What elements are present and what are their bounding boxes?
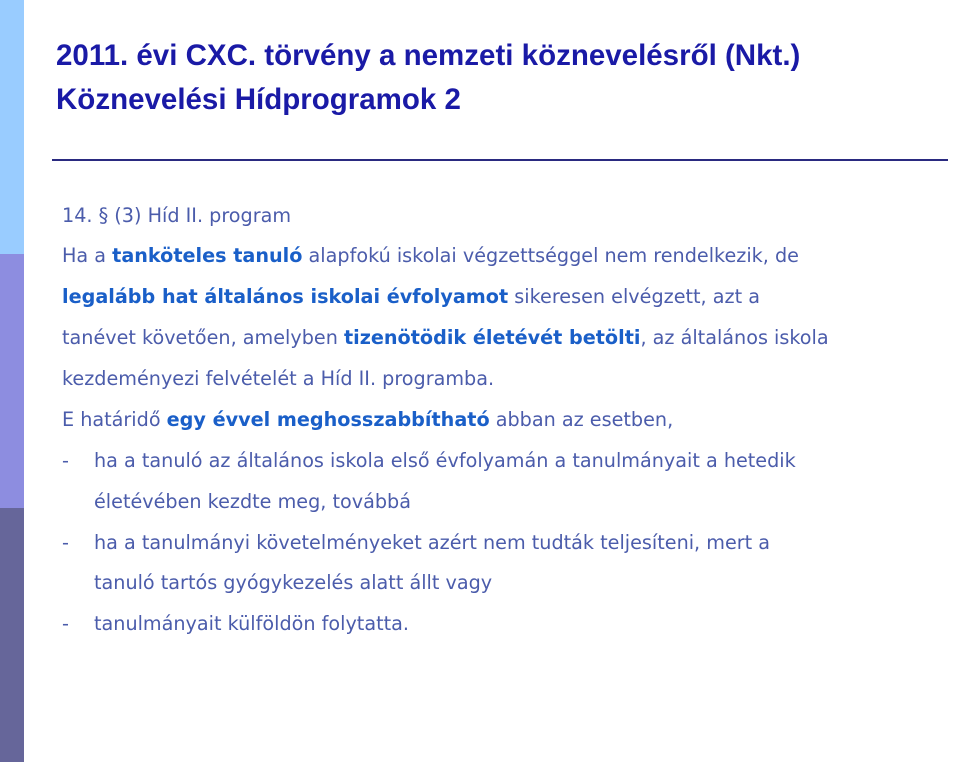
text-run: , az általános iskola: [640, 326, 829, 349]
list-item-1-line-2: életévében kezdte meg, továbbá: [94, 490, 411, 513]
slide-title: [56, 34, 946, 122]
side-bar-segment-bottom: [0, 508, 24, 762]
text-run: ha a tanulmányi követelményeket azért nem tudták teljesíteni, mert a: [94, 531, 771, 554]
list-item-2-line-2: tanuló tartós gyógykezelés alatt állt vagy: [94, 571, 493, 594]
paragraph-line-3: [62, 318, 829, 358]
side-color-bar: [0, 0, 24, 762]
list-item-3: [62, 604, 409, 644]
text-run: alapfokú iskolai végzettséggel nem rendelkezik, de: [302, 244, 799, 267]
list-dash: -: [62, 612, 69, 635]
title-line-1: 2011. évi CXC. törvény a nemzeti köznevelésről (Nkt.): [56, 39, 801, 72]
emphasis-text: tizenötödik életévét betölti: [343, 326, 641, 349]
emphasis-text: tanköteles tanuló: [112, 244, 303, 267]
list-dash: -: [62, 449, 69, 472]
text-run: tanévet követően, amelyben: [62, 326, 344, 349]
text-run: tanulmányait külföldön folytatta.: [94, 612, 409, 635]
title-line-2: Köznevelési Hídprogramok 2: [56, 83, 461, 116]
text-run: sikeresen elvégzett, azt a: [508, 285, 760, 308]
paragraph-line-1: [62, 236, 799, 276]
text-run: ha a tanuló az általános iskola első évfolyamán a tanulmányait a hetedik: [94, 449, 796, 472]
text-run: E határidő: [62, 408, 167, 431]
section-heading: 14. § (3) Híd II. program: [62, 204, 292, 227]
emphasis-text: egy évvel meghosszabbítható: [166, 408, 490, 431]
title-divider: [52, 159, 948, 161]
side-bar-segment-middle: [0, 254, 24, 508]
paragraph-line-2: [62, 277, 760, 317]
list-item-2-line-1: [62, 523, 770, 563]
emphasis-text: legalább hat általános iskolai évfolyamot: [62, 285, 509, 308]
paragraph-line-5: [62, 400, 673, 440]
text-run: abban az esetben,: [489, 408, 674, 431]
list-item-1-line-1: [62, 441, 796, 481]
list-dash: -: [62, 531, 69, 554]
paragraph-line-4: kezdeményezi felvételét a Híd II. programba.: [62, 367, 495, 390]
text-run: Ha a: [62, 244, 113, 267]
side-bar-segment-top: [0, 0, 24, 254]
